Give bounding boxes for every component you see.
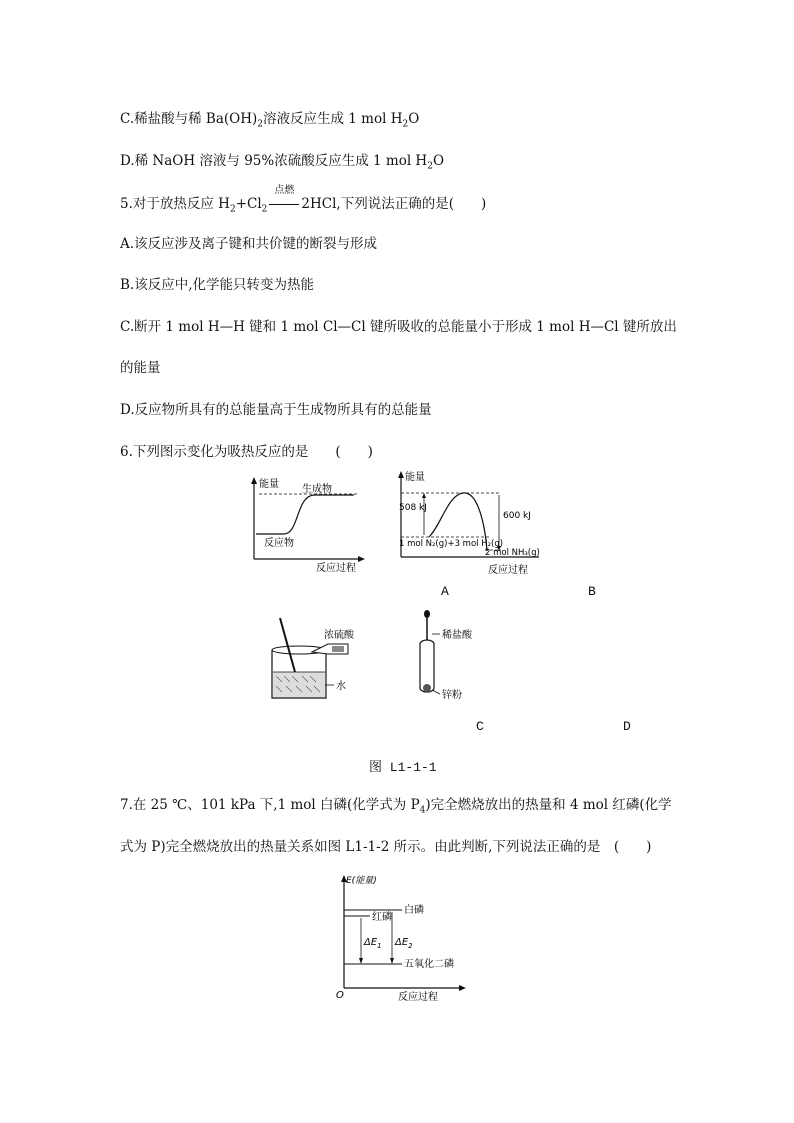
q6-label-b: B — [588, 584, 596, 599]
q4-option-c-text-2: 溶液反应生成 1 mol H — [263, 111, 403, 127]
subscript: 2 — [402, 119, 409, 130]
q5-stem-text-3: 2HCl,下列说法正确的是( ) — [301, 196, 487, 212]
energy-curve — [256, 495, 354, 534]
q4-option-c-text-3: O — [408, 111, 420, 127]
subscript: 2 — [261, 204, 268, 215]
x-axis-arrow — [358, 556, 365, 562]
reaction-condition: 点燃 — [274, 185, 295, 196]
q4-option-c-text: C.稀盐酸与稀 Ba(OH) — [120, 111, 258, 127]
q6-label-d: D — [623, 719, 631, 734]
q7-stem-text: 7.在 25 ℃、101 kPa 下,1 mol 白磷(化学式为 P — [120, 797, 420, 813]
q4-option-d-text-2: O — [432, 153, 445, 169]
y-axis-label: 能量 — [405, 472, 425, 483]
y-axis-arrow — [398, 471, 404, 478]
q5-stem — [120, 185, 487, 219]
q4-option-d — [120, 152, 444, 176]
acid-label: 浓硫酸 — [324, 630, 354, 641]
q7-energy-diagram — [334, 870, 469, 1009]
reaction-bar — [269, 204, 299, 205]
q5-option-d: D.反应物所具有的总能量高于生成物所具有的总能量 — [120, 402, 432, 418]
de2-text: ΔE — [395, 937, 409, 948]
reactant-label: 反应物 — [264, 538, 294, 549]
de1-arrow-head — [359, 958, 363, 964]
de1-label — [363, 937, 382, 950]
q5-option-c-line1: C.断开 1 mol H—H 键和 1 mol Cl—Cl 键所吸收的总能量小于形成 1 mol H—Cl 键所放出 — [120, 319, 677, 335]
x-axis-label: 反应过程 — [488, 565, 528, 576]
subscript: 2 — [257, 119, 264, 130]
q5-option-a: A.该反应涉及离子键和共价键的断裂与形成 — [120, 236, 378, 252]
product-label: 2 mol NH₃(g) — [485, 548, 540, 558]
de2-label — [394, 937, 413, 950]
q7-stem-line2: 式为 P)完全燃烧放出的热量关系如图 L1-1-2 所示。由此判断,下列说法正确的是 ( ) — [120, 839, 652, 855]
q6-figure-a — [244, 474, 369, 578]
origin-label: O — [336, 990, 344, 1001]
q7-stem-text-2: )完全燃烧放出的热量和 4 mol 红磷(化学 — [425, 797, 672, 813]
q6-figure-d — [412, 606, 487, 710]
de1-subscript: 1 — [377, 942, 382, 950]
dropper-bulb — [424, 610, 430, 618]
bottle-label — [332, 646, 344, 652]
q6-label-c: C — [476, 719, 484, 734]
q5-option-c-line2: 的能量 — [120, 360, 161, 376]
e2-label: 600 kJ — [503, 511, 531, 521]
y-axis-arrow — [251, 477, 257, 484]
q6-label-a: A — [441, 584, 449, 599]
zinc-pointer — [432, 690, 440, 694]
q7-stem-line1 — [120, 796, 672, 820]
product-label: 生成物 — [302, 484, 332, 495]
x-axis-arrow — [459, 985, 466, 991]
q5-option-b: B.该反应中,化学能只转变为热能 — [120, 277, 315, 293]
figure-caption: 图 L1-1-1 — [369, 760, 437, 775]
q5-stem-text-2: +Cl — [235, 196, 262, 212]
white-phosphorus-label: 白磷 — [404, 905, 424, 916]
de2-subscript: 2 — [408, 942, 413, 950]
y-axis-label: 能量 — [259, 479, 279, 490]
water-liquid — [273, 672, 325, 697]
e1-label: 508 kJ — [399, 503, 427, 513]
subscript: 4 — [419, 805, 426, 816]
e1-arrow-head — [422, 493, 426, 498]
q6-stem: 6.下列图示变化为吸热反应的是 ( ) — [120, 444, 373, 460]
zinc-powder — [423, 684, 431, 692]
red-phosphorus-label: 红磷 — [372, 912, 392, 923]
q5-stem-text: 5.对于放热反应 H — [120, 196, 230, 212]
subscript: 2 — [229, 204, 236, 215]
q6-figure-b — [393, 465, 543, 584]
x-axis-label: 反应过程 — [316, 563, 356, 574]
q6-figure-c — [262, 610, 367, 709]
x-axis-label: 反应过程 — [398, 992, 438, 1003]
de2-arrow-head — [390, 958, 394, 964]
subscript: 2 — [427, 161, 433, 172]
water-label: 水 — [336, 681, 346, 692]
acid-label: 稀盐酸 — [442, 630, 472, 641]
de1-text: ΔE — [364, 937, 378, 948]
reaction-arrow — [267, 185, 301, 213]
q4-option-d-text: D.稀 NaOH 溶液与 95%浓硫酸反应生成 1 mol H — [120, 153, 428, 169]
y-axis-label: E(能量) — [346, 876, 377, 886]
zinc-label: 锌粉 — [442, 690, 462, 701]
reactant-label: 1 mol N₂(g)+3 mol H₂(g) — [399, 539, 504, 549]
product-label: 五氧化二磷 — [404, 959, 454, 970]
q4-option-c — [120, 110, 419, 134]
